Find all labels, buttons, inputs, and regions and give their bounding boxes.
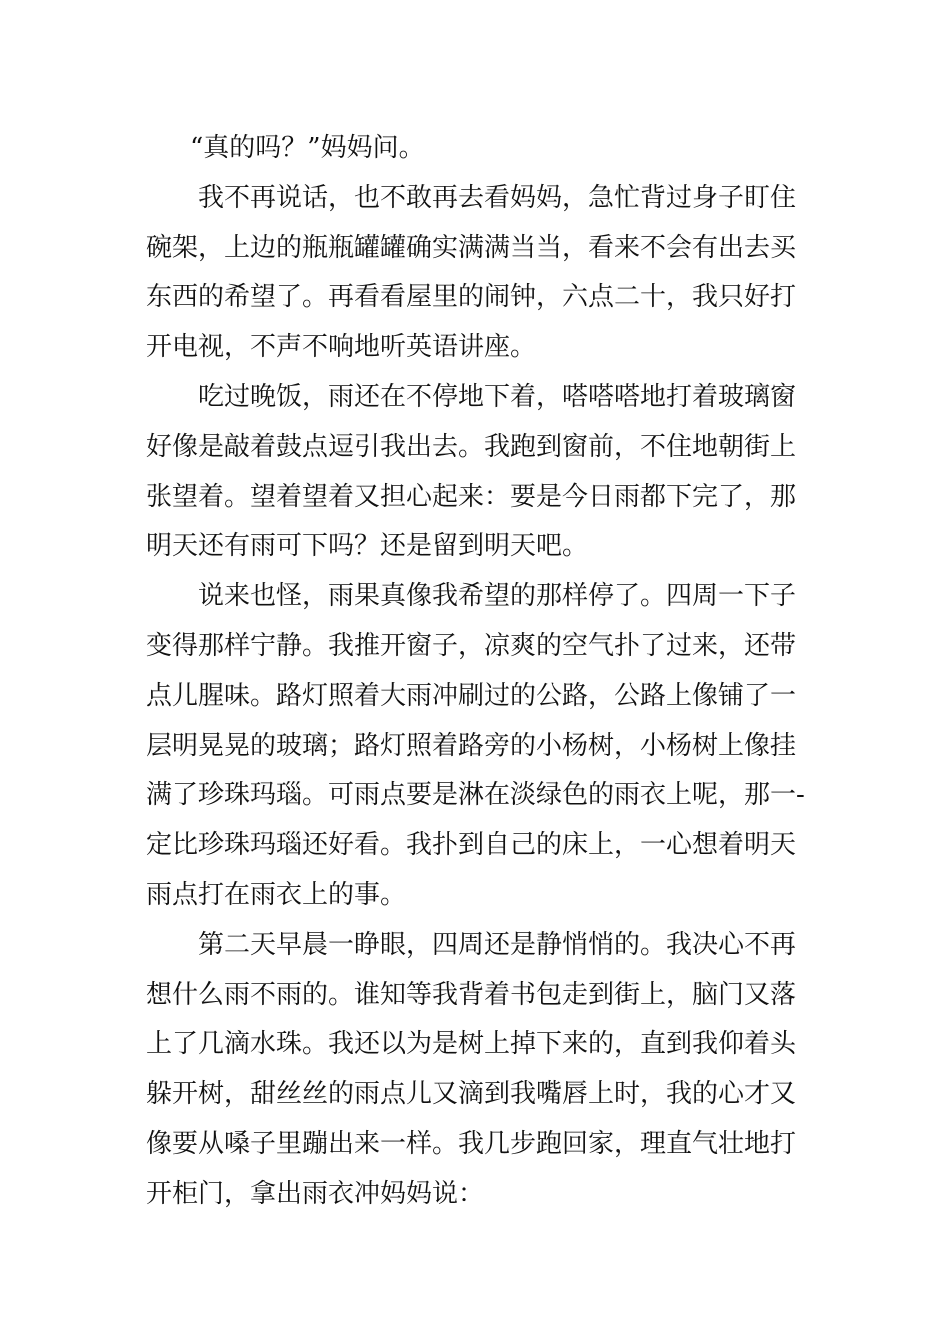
text-line: 我不再说话，也不敢再去看妈妈，急忙背过身子盯住	[198, 182, 797, 213]
text-line: 说来也怪，雨果真像我希望的那样停了。四周一下子	[198, 581, 797, 612]
text-line: 东西的希望了。再看看屋里的闹钟，六点二十，我只好打	[146, 282, 797, 313]
text-line: 好像是敲着鼓点逗引我出去。我跑到窗前，不住地朝街上	[146, 431, 797, 462]
text-line: “真的吗？”妈妈问。	[190, 133, 425, 163]
text-line: 满了珍珠玛瑙。可雨点要是淋在淡绿色的雨衣上呢，那一-	[146, 780, 805, 811]
text-line: 想什么雨不雨的。谁知等我背着书包走到街上，脑门又落	[146, 979, 797, 1010]
text-line: 雨点打在雨衣上的事。	[146, 879, 407, 910]
text-line: 上了几滴水珠。我还以为是树上掉下来的，直到我仰着头	[146, 1029, 797, 1060]
text-line: 定比珍珠玛瑙还好看。我扑到自己的床上，一心想着明天	[146, 830, 797, 861]
text-line: 张望着。望着望着又担心起来：要是今日雨都下完了，那	[146, 481, 797, 512]
text-line: 碗架，上边的瓶瓶罐罐确实满满当当，看来不会有出去买	[146, 232, 797, 263]
text-line: 躲开树，甜丝丝的雨点儿又滴到我嘴唇上时，我的心才又	[146, 1079, 797, 1110]
text-line: 开电视，不声不响地听英语讲座。	[146, 332, 537, 363]
text-line: 第二天早晨一睁眼，四周还是静悄悄的。我决心不再	[198, 929, 797, 960]
text-line: 变得那样宁静。我推开窗子，凉爽的空气扑了过来，还带	[146, 630, 797, 661]
text-line: 开柜门，拿出雨衣冲妈妈说：	[146, 1178, 485, 1209]
text-line: 吃过晚饭，雨还在不停地下着，嗒嗒嗒地打着玻璃窗	[198, 381, 797, 412]
text-line: 明天还有雨可下吗？还是留到明天吧。	[146, 531, 589, 562]
text-line: 像要从嗓子里蹦出来一样。我几步跑回家，理直气壮地打	[146, 1128, 797, 1159]
text-line: 层明晃晃的玻璃；路灯照着路旁的小杨树，小杨树上像挂	[146, 730, 797, 761]
body-text	[146, 124, 816, 1220]
text-line: 点儿腥味。路灯照着大雨冲刷过的公路，公路上像铺了一	[146, 680, 797, 711]
